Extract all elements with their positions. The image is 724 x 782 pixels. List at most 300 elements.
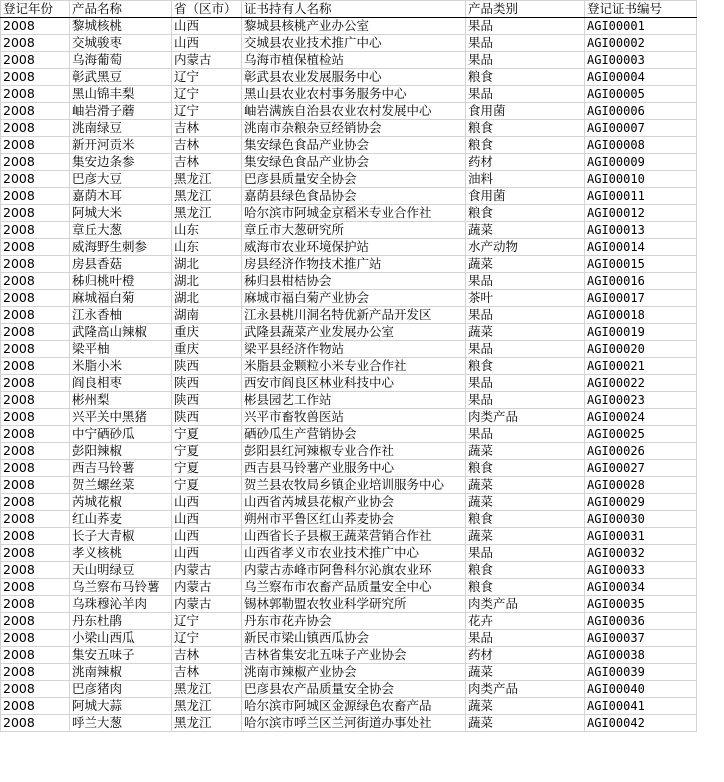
cell-cert-code[interactable]: AGI00025	[585, 426, 697, 443]
cell-holder[interactable]: 秭归县柑桔协会	[242, 273, 466, 290]
cell-product-name[interactable]: 贺兰螺丝菜	[70, 477, 172, 494]
cell-cert-code[interactable]: AGI00011	[585, 188, 697, 205]
cell-product-name[interactable]: 米脂小米	[70, 358, 172, 375]
table-row	[1, 409, 697, 426]
cell-product-name[interactable]: 长子大青椒	[70, 528, 172, 545]
cell-cert-code[interactable]: AGI00013	[585, 222, 697, 239]
cell-province[interactable]: 重庆	[172, 324, 242, 341]
table-row	[1, 222, 697, 239]
cell-holder[interactable]: 米脂县金颗粒小米专业合作社	[242, 358, 466, 375]
cell-province[interactable]: 黑龙江	[172, 681, 242, 698]
cell-province[interactable]: 山西	[172, 511, 242, 528]
cell-holder[interactable]: 岫岩满族自治县农业农村发展中心	[242, 103, 466, 120]
cell-cert-code[interactable]: AGI00018	[585, 307, 697, 324]
cell-category[interactable]: 粮食	[466, 579, 585, 596]
header-cert-code[interactable]: 登记证书编号	[585, 1, 697, 18]
cell-category[interactable]: 果品	[466, 18, 585, 35]
cell-product-name[interactable]: 交城骏枣	[70, 35, 172, 52]
cell-product-name[interactable]: 孝义核桃	[70, 545, 172, 562]
cell-category[interactable]: 蔬菜	[466, 528, 585, 545]
header-year[interactable]: 登记年份	[1, 1, 70, 18]
cell-holder[interactable]: 内蒙古赤峰市阿鲁科尔沁旗农业环	[242, 562, 466, 579]
cell-category[interactable]: 油料	[466, 171, 585, 188]
cell-province[interactable]: 内蒙古	[172, 562, 242, 579]
cell-cert-code[interactable]: AGI00027	[585, 460, 697, 477]
cell-holder[interactable]: 丹东市花卉协会	[242, 613, 466, 630]
cell-category[interactable]: 肉类产品	[466, 409, 585, 426]
cell-product-name[interactable]: 中宁硒砂瓜	[70, 426, 172, 443]
cell-category[interactable]: 食用菌	[466, 188, 585, 205]
cell-holder[interactable]: 集安绿色食品产业协会	[242, 137, 466, 154]
cell-category[interactable]: 果品	[466, 52, 585, 69]
header-product-name[interactable]: 产品名称	[70, 1, 172, 18]
cell-holder[interactable]: 麻城市福白菊产业协会	[242, 290, 466, 307]
cell-province[interactable]: 黑龙江	[172, 188, 242, 205]
cell-year[interactable]: 2008	[1, 35, 70, 52]
cell-province[interactable]: 宁夏	[172, 460, 242, 477]
cell-province[interactable]: 辽宁	[172, 613, 242, 630]
cell-cert-code[interactable]: AGI00014	[585, 239, 697, 256]
cell-year[interactable]: 2008	[1, 273, 70, 290]
cell-cert-code[interactable]: AGI00037	[585, 630, 697, 647]
cell-province[interactable]: 内蒙古	[172, 596, 242, 613]
cell-product-name[interactable]: 巴彦大豆	[70, 171, 172, 188]
cell-cert-code[interactable]: AGI00033	[585, 562, 697, 579]
cell-cert-code[interactable]: AGI00020	[585, 341, 697, 358]
cell-holder[interactable]: 巴彦县质量安全协会	[242, 171, 466, 188]
cell-province[interactable]: 辽宁	[172, 630, 242, 647]
cell-category[interactable]: 蔬菜	[466, 222, 585, 239]
cell-year[interactable]: 2008	[1, 647, 70, 664]
cell-year[interactable]: 2008	[1, 409, 70, 426]
cell-holder[interactable]: 贺兰县农牧局乡镇企业培训服务中心	[242, 477, 466, 494]
table-row	[1, 426, 697, 443]
table-row	[1, 341, 697, 358]
cell-product-name[interactable]: 武隆高山辣椒	[70, 324, 172, 341]
cell-province[interactable]: 黑龙江	[172, 205, 242, 222]
cell-cert-code[interactable]: AGI00031	[585, 528, 697, 545]
table-row	[1, 715, 697, 732]
cell-product-name[interactable]: 彰武黑豆	[70, 69, 172, 86]
cell-holder[interactable]: 山西省长子县椒王蔬菜营销合作社	[242, 528, 466, 545]
cell-category[interactable]: 蔬菜	[466, 477, 585, 494]
cell-category[interactable]: 粮食	[466, 205, 585, 222]
cell-category[interactable]: 粮食	[466, 562, 585, 579]
cell-product-name[interactable]: 集安边条参	[70, 154, 172, 171]
cell-year[interactable]: 2008	[1, 171, 70, 188]
cell-category[interactable]: 肉类产品	[466, 681, 585, 698]
cell-year[interactable]: 2008	[1, 698, 70, 715]
table-row	[1, 681, 697, 698]
cell-year[interactable]: 2008	[1, 443, 70, 460]
cell-product-name[interactable]: 彬州梨	[70, 392, 172, 409]
cell-province[interactable]: 黑龙江	[172, 171, 242, 188]
cell-province[interactable]: 山西	[172, 528, 242, 545]
cell-product-name[interactable]: 威海野生刺参	[70, 239, 172, 256]
cell-category[interactable]: 果品	[466, 392, 585, 409]
cell-year[interactable]: 2008	[1, 290, 70, 307]
table-body	[1, 18, 697, 732]
cell-cert-code[interactable]: AGI00006	[585, 103, 697, 120]
cell-category[interactable]: 粮食	[466, 460, 585, 477]
cell-product-name[interactable]: 西吉马铃薯	[70, 460, 172, 477]
cell-product-name[interactable]: 乌兰察布马铃薯	[70, 579, 172, 596]
cell-province[interactable]: 山东	[172, 239, 242, 256]
cell-cert-code[interactable]: AGI00004	[585, 69, 697, 86]
cell-holder[interactable]: 乌兰察布市农畜产品质量安全中心	[242, 579, 466, 596]
cell-year[interactable]: 2008	[1, 18, 70, 35]
cell-province[interactable]: 内蒙古	[172, 579, 242, 596]
cell-cert-code[interactable]: AGI00023	[585, 392, 697, 409]
cell-year[interactable]: 2008	[1, 154, 70, 171]
cell-product-name[interactable]: 秭归桃叶橙	[70, 273, 172, 290]
cell-product-name[interactable]: 阿城大蒜	[70, 698, 172, 715]
cell-product-name[interactable]: 阿城大米	[70, 205, 172, 222]
table-row	[1, 103, 697, 120]
table-row	[1, 545, 697, 562]
table-row	[1, 630, 697, 647]
cell-holder[interactable]: 集安绿色食品产业协会	[242, 154, 466, 171]
cell-category[interactable]: 蔬菜	[466, 443, 585, 460]
table-row	[1, 35, 697, 52]
table-row	[1, 171, 697, 188]
cell-holder[interactable]: 彭阳县红河辣椒专业合作社	[242, 443, 466, 460]
cell-year[interactable]: 2008	[1, 86, 70, 103]
cell-holder[interactable]: 西安市阎良区林业科技中心	[242, 375, 466, 392]
cell-product-name[interactable]: 芮城花椒	[70, 494, 172, 511]
cell-year[interactable]: 2008	[1, 375, 70, 392]
table-row	[1, 256, 697, 273]
cell-year[interactable]: 2008	[1, 222, 70, 239]
cell-cert-code[interactable]: AGI00024	[585, 409, 697, 426]
cell-year[interactable]: 2008	[1, 681, 70, 698]
table-row	[1, 392, 697, 409]
cell-holder[interactable]: 新民市梁山镇西瓜协会	[242, 630, 466, 647]
table-row	[1, 579, 697, 596]
cell-holder[interactable]: 山西省孝义市农业技术推广中心	[242, 545, 466, 562]
cell-category[interactable]: 粮食	[466, 120, 585, 137]
cell-holder[interactable]: 巴彦县农产品质量安全协会	[242, 681, 466, 698]
cell-product-name[interactable]: 巴彦猪肉	[70, 681, 172, 698]
table-row	[1, 154, 697, 171]
table-row	[1, 273, 697, 290]
cell-province[interactable]: 重庆	[172, 341, 242, 358]
cell-category[interactable]: 花卉	[466, 613, 585, 630]
cell-category[interactable]: 果品	[466, 307, 585, 324]
table-row	[1, 613, 697, 630]
cell-product-name[interactable]: 黎城核桃	[70, 18, 172, 35]
cell-product-name[interactable]: 新开河贡米	[70, 137, 172, 154]
cell-province[interactable]: 黑龙江	[172, 698, 242, 715]
cell-product-name[interactable]: 呼兰大葱	[70, 715, 172, 732]
table-row	[1, 596, 697, 613]
cell-product-name[interactable]: 江永香柚	[70, 307, 172, 324]
cell-cert-code[interactable]: AGI00012	[585, 205, 697, 222]
cell-product-name[interactable]: 丹东杜鹃	[70, 613, 172, 630]
cell-holder[interactable]: 彬县园艺工作站	[242, 392, 466, 409]
cell-year[interactable]: 2008	[1, 511, 70, 528]
table-row	[1, 664, 697, 681]
cell-category[interactable]: 蔬菜	[466, 324, 585, 341]
cell-year[interactable]: 2008	[1, 426, 70, 443]
cell-category[interactable]: 果品	[466, 426, 585, 443]
cell-product-name[interactable]: 兴平关中黑猪	[70, 409, 172, 426]
cell-province[interactable]: 湖北	[172, 290, 242, 307]
cell-province[interactable]: 吉林	[172, 647, 242, 664]
cell-category[interactable]: 粮食	[466, 137, 585, 154]
cell-province[interactable]: 陕西	[172, 375, 242, 392]
table-row	[1, 358, 697, 375]
cell-year[interactable]: 2008	[1, 392, 70, 409]
cell-category[interactable]: 蔬菜	[466, 698, 585, 715]
cell-year[interactable]: 2008	[1, 528, 70, 545]
cell-category[interactable]: 果品	[466, 86, 585, 103]
cell-year[interactable]: 2008	[1, 137, 70, 154]
cell-province[interactable]: 陕西	[172, 409, 242, 426]
cell-holder[interactable]: 武隆县蔬菜产业发展办公室	[242, 324, 466, 341]
cell-product-name[interactable]: 黑山锦丰梨	[70, 86, 172, 103]
cell-year[interactable]: 2008	[1, 324, 70, 341]
cell-product-name[interactable]: 房县香菇	[70, 256, 172, 273]
cell-holder[interactable]: 黑山县农业农村事务服务中心	[242, 86, 466, 103]
cell-province[interactable]: 辽宁	[172, 86, 242, 103]
cell-year[interactable]: 2008	[1, 664, 70, 681]
cell-year[interactable]: 2008	[1, 613, 70, 630]
cell-category[interactable]: 食用菌	[466, 103, 585, 120]
cell-cert-code[interactable]: AGI00009	[585, 154, 697, 171]
cell-province[interactable]: 山西	[172, 545, 242, 562]
cell-province[interactable]: 湖南	[172, 307, 242, 324]
cell-year[interactable]: 2008	[1, 596, 70, 613]
cell-cert-code[interactable]: AGI00035	[585, 596, 697, 613]
cell-year[interactable]: 2008	[1, 477, 70, 494]
cell-holder[interactable]: 哈尔滨市呼兰区兰河街道办事处社	[242, 715, 466, 732]
cell-holder[interactable]: 洮南市辣椒产业协会	[242, 664, 466, 681]
cell-province[interactable]: 湖北	[172, 256, 242, 273]
cell-province[interactable]: 陕西	[172, 392, 242, 409]
cell-product-name[interactable]: 嘉荫木耳	[70, 188, 172, 205]
cell-year[interactable]: 2008	[1, 358, 70, 375]
cell-year[interactable]: 2008	[1, 307, 70, 324]
cell-category[interactable]: 果品	[466, 341, 585, 358]
cell-product-name[interactable]: 乌珠穆沁羊肉	[70, 596, 172, 613]
cell-cert-code[interactable]: AGI00041	[585, 698, 697, 715]
cell-province[interactable]: 吉林	[172, 664, 242, 681]
cell-holder[interactable]: 山西省芮城县花椒产业协会	[242, 494, 466, 511]
cell-product-name[interactable]: 洮南辣椒	[70, 664, 172, 681]
cell-product-name[interactable]: 洮南绿豆	[70, 120, 172, 137]
cell-cert-code[interactable]: AGI00002	[585, 35, 697, 52]
cell-product-name[interactable]: 乌海葡萄	[70, 52, 172, 69]
cell-cert-code[interactable]: AGI00029	[585, 494, 697, 511]
cell-cert-code[interactable]: AGI00015	[585, 256, 697, 273]
cell-holder[interactable]: 乌海市植保植检站	[242, 52, 466, 69]
cell-province[interactable]: 宁夏	[172, 426, 242, 443]
cell-year[interactable]: 2008	[1, 239, 70, 256]
cell-product-name[interactable]: 红山荞麦	[70, 511, 172, 528]
cell-product-name[interactable]: 阎良相枣	[70, 375, 172, 392]
cell-year[interactable]: 2008	[1, 715, 70, 732]
cell-holder[interactable]: 兴平市畜牧兽医站	[242, 409, 466, 426]
cell-year[interactable]: 2008	[1, 256, 70, 273]
cell-category[interactable]: 药材	[466, 647, 585, 664]
table-row	[1, 69, 697, 86]
cell-holder[interactable]: 房县经济作物技术推广站	[242, 256, 466, 273]
cell-category[interactable]: 蔬菜	[466, 715, 585, 732]
cell-cert-code[interactable]: AGI00008	[585, 137, 697, 154]
cell-cert-code[interactable]: AGI00032	[585, 545, 697, 562]
cell-category[interactable]: 蔬菜	[466, 256, 585, 273]
cell-cert-code[interactable]: AGI00010	[585, 171, 697, 188]
cell-cert-code[interactable]: AGI00021	[585, 358, 697, 375]
cell-year[interactable]: 2008	[1, 103, 70, 120]
table-row	[1, 375, 697, 392]
cell-cert-code[interactable]: AGI00039	[585, 664, 697, 681]
cell-year[interactable]: 2008	[1, 562, 70, 579]
cell-product-name[interactable]: 岫岩滑子蘑	[70, 103, 172, 120]
table-row	[1, 290, 697, 307]
cell-holder[interactable]: 朔州市平鲁区红山荞麦协会	[242, 511, 466, 528]
cell-category[interactable]: 果品	[466, 545, 585, 562]
cell-cert-code[interactable]: AGI00028	[585, 477, 697, 494]
cell-province[interactable]: 山东	[172, 222, 242, 239]
table-row	[1, 324, 697, 341]
table-row	[1, 120, 697, 137]
cell-year[interactable]: 2008	[1, 188, 70, 205]
cell-holder[interactable]: 梁平县经济作物站	[242, 341, 466, 358]
cell-cert-code[interactable]: AGI00001	[585, 18, 697, 35]
cell-holder[interactable]: 哈尔滨市阿城区金源绿色农畜产品	[242, 698, 466, 715]
table-row	[1, 307, 697, 324]
cell-category[interactable]: 水产动物	[466, 239, 585, 256]
cell-province[interactable]: 辽宁	[172, 103, 242, 120]
cell-province[interactable]: 吉林	[172, 120, 242, 137]
cell-cert-code[interactable]: AGI00016	[585, 273, 697, 290]
cell-holder[interactable]: 威海市农业环境保护站	[242, 239, 466, 256]
cell-product-name[interactable]: 集安五味子	[70, 647, 172, 664]
cell-category[interactable]: 肉类产品	[466, 596, 585, 613]
cell-holder[interactable]: 黎城县核桃产业办公室	[242, 18, 466, 35]
table-row	[1, 698, 697, 715]
table-row	[1, 18, 697, 35]
cell-year[interactable]: 2008	[1, 630, 70, 647]
cell-year[interactable]: 2008	[1, 52, 70, 69]
cell-year[interactable]: 2008	[1, 69, 70, 86]
table-row	[1, 528, 697, 545]
cell-province[interactable]: 宁夏	[172, 443, 242, 460]
cell-holder[interactable]: 硒砂瓜生产营销协会	[242, 426, 466, 443]
cell-holder[interactable]: 西吉县马铃薯产业服务中心	[242, 460, 466, 477]
cell-province[interactable]: 吉林	[172, 154, 242, 171]
table-row	[1, 52, 697, 69]
table-row	[1, 460, 697, 477]
table-row	[1, 443, 697, 460]
cell-year[interactable]: 2008	[1, 460, 70, 477]
cell-cert-code[interactable]: AGI00026	[585, 443, 697, 460]
cell-holder[interactable]: 彰武县农业发展服务中心	[242, 69, 466, 86]
cell-cert-code[interactable]: AGI00036	[585, 613, 697, 630]
cell-province[interactable]: 湖北	[172, 273, 242, 290]
cell-product-name[interactable]: 天山明绿豆	[70, 562, 172, 579]
table-row	[1, 205, 697, 222]
cell-category[interactable]: 茶叶	[466, 290, 585, 307]
cell-cert-code[interactable]: AGI00030	[585, 511, 697, 528]
cell-holder[interactable]: 嘉荫县绿色食品协会	[242, 188, 466, 205]
cell-category[interactable]: 蔬菜	[466, 664, 585, 681]
table-row	[1, 511, 697, 528]
cell-holder[interactable]: 交城县农业技术推广中心	[242, 35, 466, 52]
cell-year[interactable]: 2008	[1, 545, 70, 562]
cell-product-name[interactable]: 章丘大葱	[70, 222, 172, 239]
cell-category[interactable]: 粮食	[466, 358, 585, 375]
table-row	[1, 562, 697, 579]
cell-province[interactable]: 宁夏	[172, 477, 242, 494]
cell-holder[interactable]: 洮南市杂粮杂豆经销协会	[242, 120, 466, 137]
header-holder[interactable]: 证书持有人名称	[242, 1, 466, 18]
cell-year[interactable]: 2008	[1, 205, 70, 222]
cell-category[interactable]: 果品	[466, 630, 585, 647]
header-category[interactable]: 产品类别	[466, 1, 585, 18]
cell-province[interactable]: 黑龙江	[172, 715, 242, 732]
cell-province[interactable]: 陕西	[172, 358, 242, 375]
cell-category[interactable]: 粮食	[466, 69, 585, 86]
table-row	[1, 86, 697, 103]
cell-holder[interactable]: 江永县桃川洞名特优新产品开发区	[242, 307, 466, 324]
table-row	[1, 188, 697, 205]
cell-year[interactable]: 2008	[1, 120, 70, 137]
table-row	[1, 137, 697, 154]
cell-holder[interactable]: 章丘市大葱研究所	[242, 222, 466, 239]
cell-province[interactable]: 辽宁	[172, 69, 242, 86]
table-row	[1, 494, 697, 511]
cell-category[interactable]: 果品	[466, 35, 585, 52]
cell-cert-code[interactable]: AGI00017	[585, 290, 697, 307]
cell-category[interactable]: 蔬菜	[466, 494, 585, 511]
cell-province[interactable]: 山西	[172, 18, 242, 35]
header-province[interactable]: 省（区市）	[172, 1, 242, 18]
cell-cert-code[interactable]: AGI00034	[585, 579, 697, 596]
cell-holder[interactable]: 吉林省集安北五味子产业协会	[242, 647, 466, 664]
cell-product-name[interactable]: 小梁山西瓜	[70, 630, 172, 647]
cell-holder[interactable]: 哈尔滨市阿城金京稻米专业合作社	[242, 205, 466, 222]
table-row	[1, 239, 697, 256]
cell-year[interactable]: 2008	[1, 579, 70, 596]
cell-cert-code[interactable]: AGI00005	[585, 86, 697, 103]
cell-cert-code[interactable]: AGI00007	[585, 120, 697, 137]
cell-category[interactable]: 果品	[466, 273, 585, 290]
cell-holder[interactable]: 锡林郭勒盟农牧业科学研究所	[242, 596, 466, 613]
cell-province[interactable]: 山西	[172, 494, 242, 511]
cell-cert-code[interactable]: AGI00019	[585, 324, 697, 341]
cell-product-name[interactable]: 梁平柚	[70, 341, 172, 358]
cell-year[interactable]: 2008	[1, 494, 70, 511]
cell-product-name[interactable]: 彭阳辣椒	[70, 443, 172, 460]
cell-category[interactable]: 粮食	[466, 511, 585, 528]
cell-province[interactable]: 内蒙古	[172, 52, 242, 69]
cell-category[interactable]: 药材	[466, 154, 585, 171]
cell-cert-code[interactable]: AGI00022	[585, 375, 697, 392]
cell-cert-code[interactable]: AGI00042	[585, 715, 697, 732]
cell-cert-code[interactable]: AGI00040	[585, 681, 697, 698]
cell-province[interactable]: 吉林	[172, 137, 242, 154]
table-row	[1, 477, 697, 494]
cell-cert-code[interactable]: AGI00003	[585, 52, 697, 69]
cell-cert-code[interactable]: AGI00038	[585, 647, 697, 664]
cell-year[interactable]: 2008	[1, 341, 70, 358]
cell-province[interactable]: 山西	[172, 35, 242, 52]
cell-category[interactable]: 果品	[466, 375, 585, 392]
cell-product-name[interactable]: 麻城福白菊	[70, 290, 172, 307]
